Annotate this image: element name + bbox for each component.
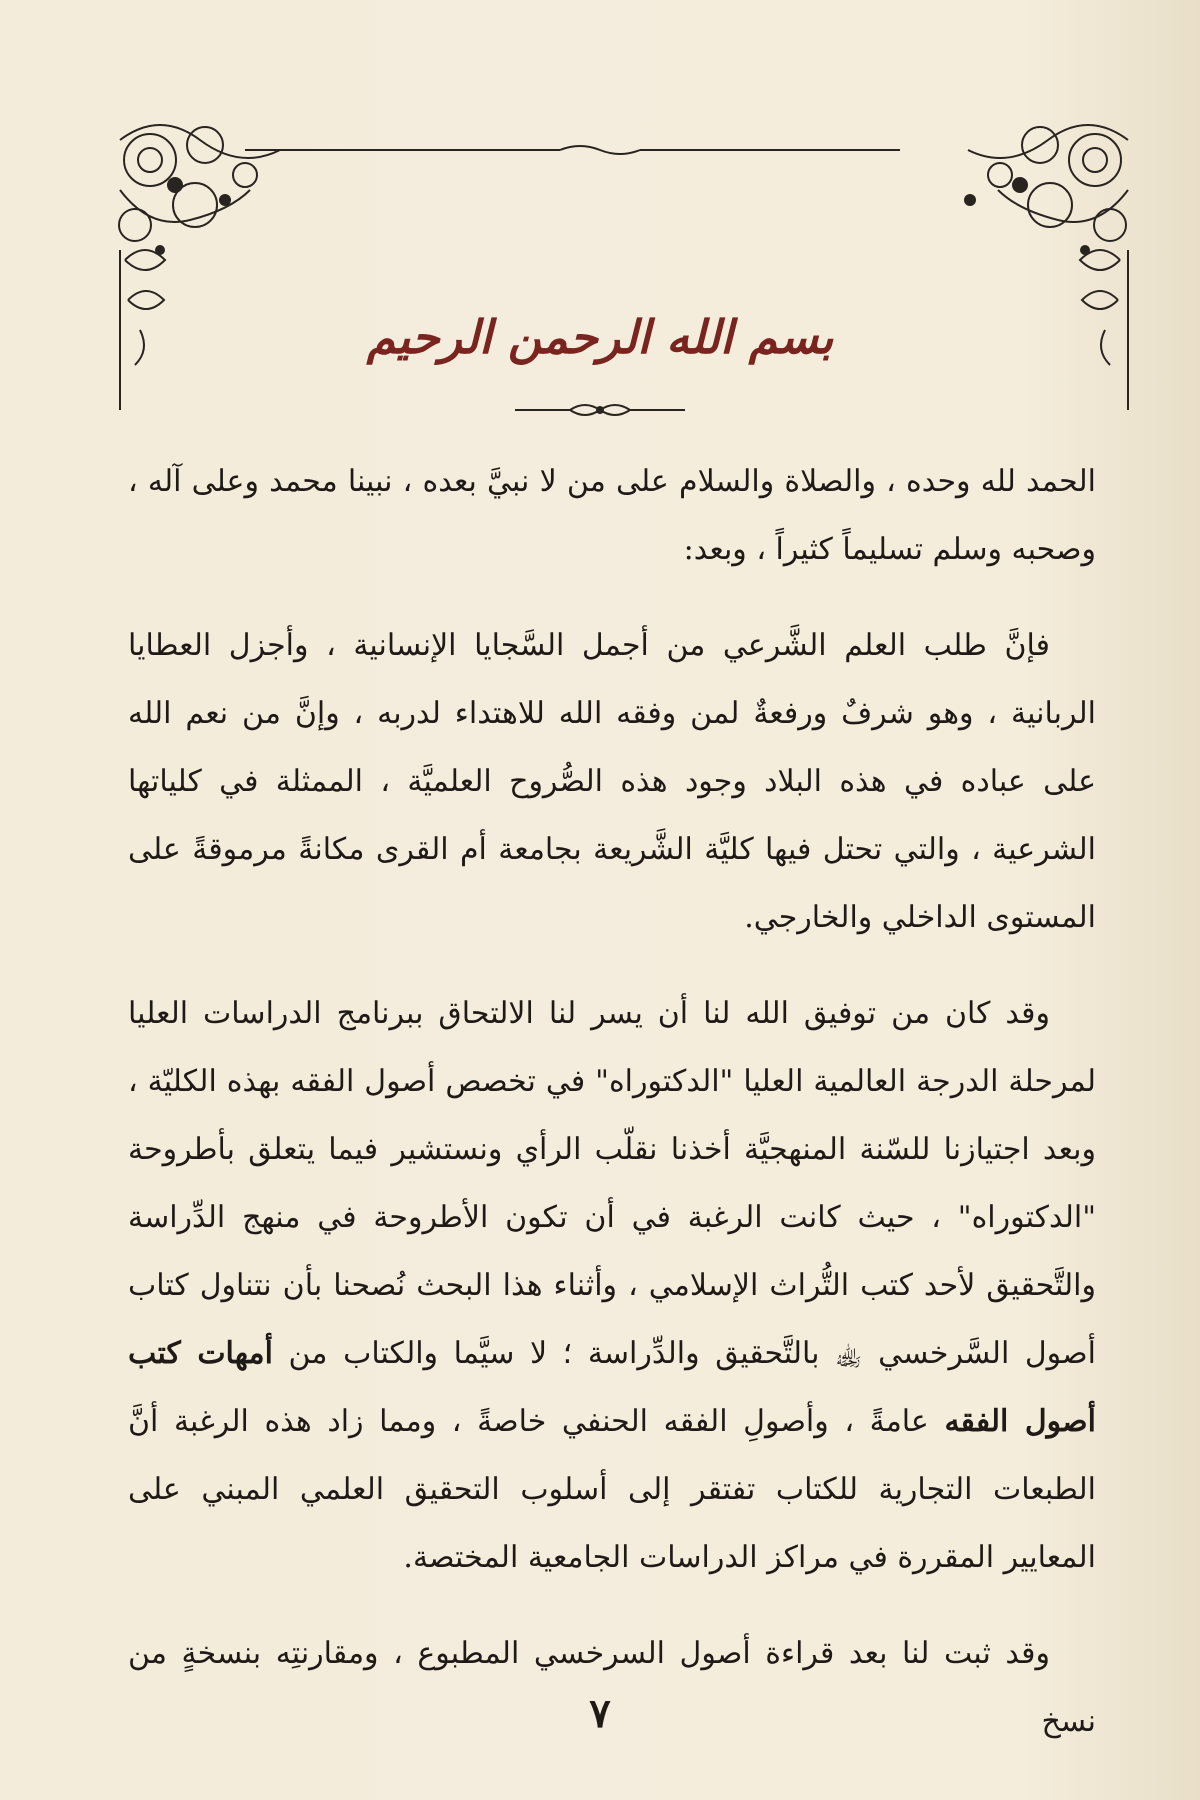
paragraph-doctorate-program [128,980,1096,1592]
paragraph-text: الحمد لله وحده ، والصلاة والسلام على من لا نبيَّ بعده ، نبينا محمد وعلى آله ، وصحبه وسلم تسليماً كثيراً ، وبعد: [128,464,1096,567]
paragraph-text: وقد ثبت لنا بعد قراءة أصول السرخسي المطبوع ، ومقارنتِه بنسخةٍ من نسخ [128,1636,1096,1739]
basmala-calligraphy: بسم الله الرحمن الرحيم [366,310,834,364]
paragraph-text: عامةً ، وأصولِ الفقه الحنفي خاصةً ، ومما زاد هذه الرغبة أنَّ الطبعات التجارية للكتاب تفتقر إلى أسلوب التحقيق العلمي المبني على المعايير المقررة في مراكز الدراسات الجامعية المختصة. [128,1404,1096,1575]
paragraph-text: وقد كان من توفيق الله لنا أن يسر لنا الالتحاق ببرنامج الدراسات العليا لمرحلة الدرجة العالمية العليا "الدكتوراه" في تخصص أصول الفقه بهذه الكليّة ، وبعد اجتيازنا للسّنة المنهجيَّة أخذنا نقلّب الرأي ونستشير فيما يتعلق بأطروحة "الدكتوراه" ، حيث كانت الرغبة في أن تكون الأطروحة في منهج الدِّراسة والتَّحقيق لأحد كتب التُّراث الإسلامي ، وأثناء هذا البحث نُصحنا بأن نتناول كتاب أصول السَّرخسي ﵀ بالتَّحقيق والدِّراسة ؛ لا سيَّما والكتاب من [128,996,1096,1371]
ornamental-divider [515,398,685,422]
paragraph-shariah-knowledge [128,612,1096,952]
decorative-frame-ornament [0,0,1200,440]
paragraph-text: فإنَّ طلب العلم الشَّرعي من أجمل السَّجايا الإنسانية ، وأجزل العطايا الربانية ، وهو شرفٌ ورفعةٌ لمن وفقه الله للاهتداء لدربه ، وإنَّ من نعم الله على عباده في هذه البلاد وجود هذه الصُّروح العلميَّة ، الممثلة في كلياتها الشرعية ، والتي تحتل فيها كليَّة الشَّريعة بجامعة أم القرى مكانةً مرموقةً على المستوى الداخلي والخارجي. [128,628,1096,935]
body-text [128,448,1096,1756]
paragraph-opening [128,448,1096,584]
paragraph-bold-text: أمهات كتب أصول الفقه [128,1336,1096,1439]
page-number: ٧ [589,1690,611,1737]
